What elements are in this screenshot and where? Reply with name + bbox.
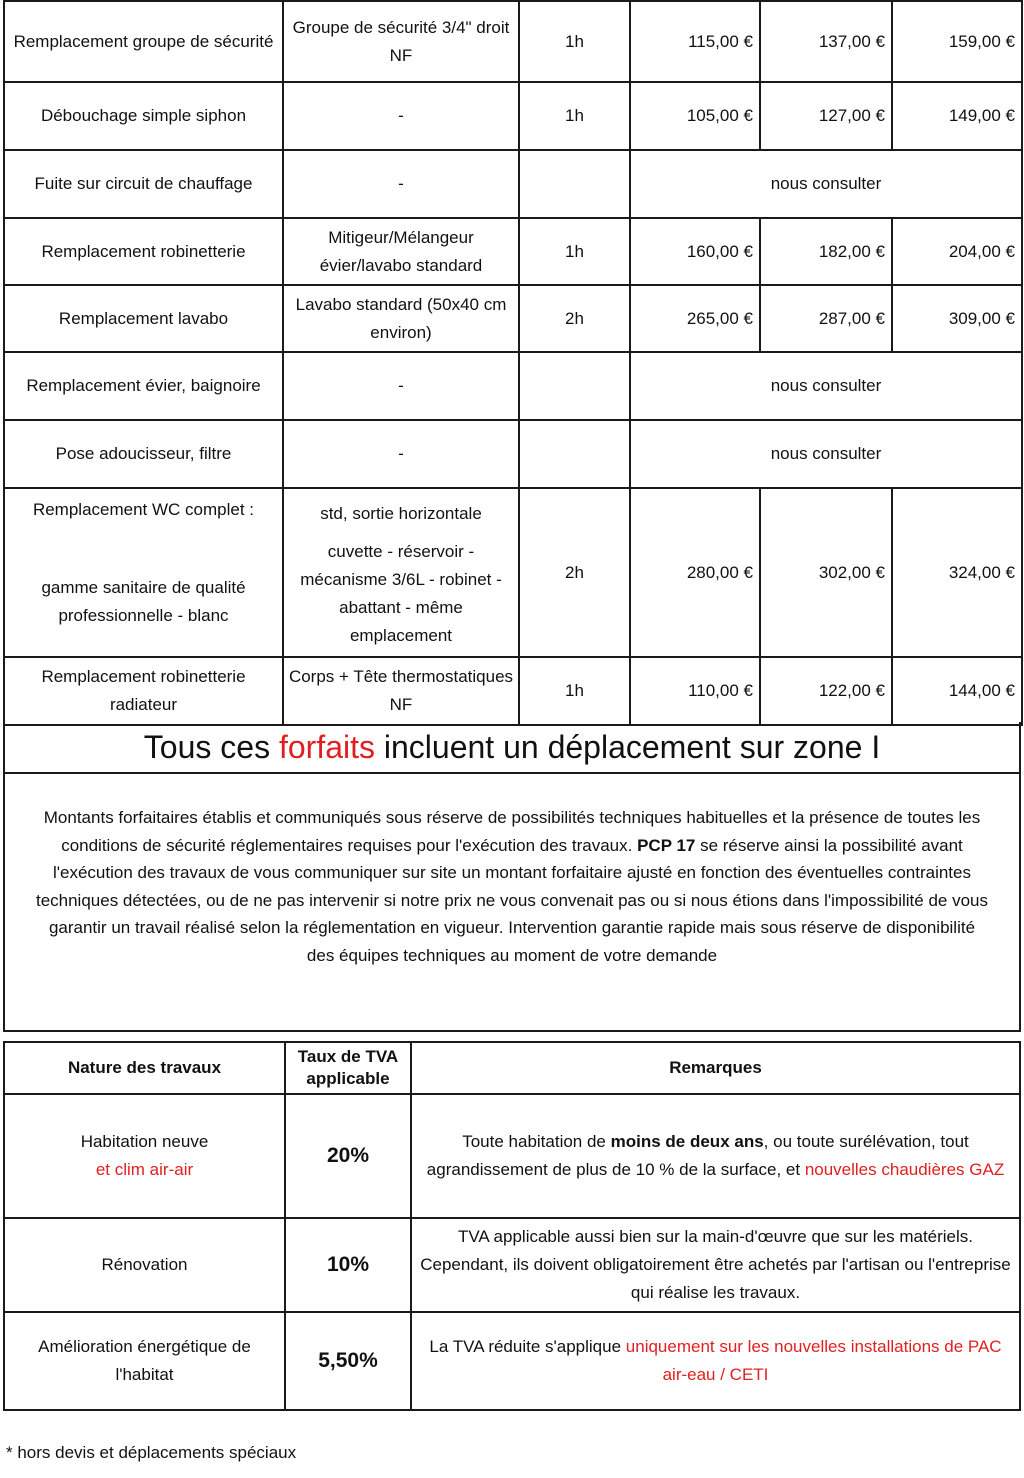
wc-spec: std, sortie horizontale xyxy=(320,503,482,523)
table-row xyxy=(4,1218,1020,1312)
price-3: 159,00 € xyxy=(892,1,1022,82)
material-desc: - xyxy=(283,150,519,218)
table-row xyxy=(4,218,1022,285)
wc-label: Remplacement WC complet : xyxy=(32,499,255,519)
price-1: 265,00 € xyxy=(630,285,760,352)
remark-text-b: , ou toute surélévation, tout agrandissement de plus de 10 % de la surface, et xyxy=(426,1132,969,1179)
consult-note: nous consulter xyxy=(630,420,1022,488)
header-remarks: Remarques xyxy=(411,1042,1020,1094)
zone-banner xyxy=(3,722,1021,774)
remark-highlight: nouvelles chaudières GAZ xyxy=(804,1160,1005,1179)
service-label: Fuite sur circuit de chauffage xyxy=(4,150,283,218)
price-2: 302,00 € xyxy=(760,488,892,657)
vat-remark xyxy=(411,1312,1020,1410)
consult-note: nous consulter xyxy=(630,352,1022,420)
vat-remark xyxy=(411,1094,1020,1218)
table-row xyxy=(4,657,1022,725)
header-nature: Nature des travaux xyxy=(4,1042,285,1094)
material-desc: Corps + Tête thermostatiques NF xyxy=(283,657,519,725)
service-label: Débouchage simple siphon xyxy=(4,82,283,150)
vat-nature: Rénovation xyxy=(4,1218,285,1312)
price-2: 137,00 € xyxy=(760,1,892,82)
service-label: Remplacement lavabo xyxy=(4,285,283,352)
duration xyxy=(519,352,630,420)
table-row xyxy=(4,1,1022,82)
vat-table xyxy=(3,1041,1021,1411)
table-row xyxy=(4,352,1022,420)
price-2: 182,00 € xyxy=(760,218,892,285)
duration: 1h xyxy=(519,82,630,150)
remark-text-a: La TVA réduite s'applique xyxy=(429,1337,626,1356)
price-1: 105,00 € xyxy=(630,82,760,150)
notice-part-2: se réserve ainsi la possibilité avant l'exécution des travaux de vous communiquer sur site un montant forfaitaire ajusté en fonction des éventuelles contraintes techniques détectées, ou de ne pas intervenir si notre prix ne vous convenait pas ou si nous étions dans l'impossibilité de vous garantir un travail réalisé selon la réglementation en vigueur. Intervention garantie rapide mais sous réserve de disponibilité des équipes techniques au moment de votre demande xyxy=(35,835,989,965)
duration xyxy=(519,420,630,488)
duration xyxy=(519,150,630,218)
price-3: 149,00 € xyxy=(892,82,1022,150)
company-name: PCP 17 xyxy=(637,835,696,855)
price-1: 115,00 € xyxy=(630,1,760,82)
table-row xyxy=(4,82,1022,150)
material-desc xyxy=(283,488,519,657)
wc-range: gamme sanitaire de qualité professionnelle - blanc xyxy=(41,577,246,625)
material-desc: - xyxy=(283,352,519,420)
remark-text-a: Toute habitation de xyxy=(462,1132,611,1151)
duration: 2h xyxy=(519,285,630,352)
remark-bold: moins de deux ans xyxy=(610,1132,764,1151)
banner-text-before: Tous ces xyxy=(143,729,279,765)
service-label: Remplacement évier, baignoire xyxy=(4,352,283,420)
price-1: 160,00 € xyxy=(630,218,760,285)
table-row xyxy=(4,1094,1020,1218)
service-label: Pose adoucisseur, filtre xyxy=(4,420,283,488)
duration: 2h xyxy=(519,488,630,657)
vat-nature: Amélioration énergétique de l'habitat xyxy=(4,1312,285,1410)
price-1: 110,00 € xyxy=(630,657,760,725)
table-row xyxy=(4,285,1022,352)
price-1: 280,00 € xyxy=(630,488,760,657)
material-desc: - xyxy=(283,420,519,488)
table-row xyxy=(4,488,1022,657)
terms-notice xyxy=(3,774,1021,1032)
service-label: Remplacement groupe de sécurité xyxy=(4,1,283,82)
vat-rate: 20% xyxy=(285,1094,411,1218)
price-3: 324,00 € xyxy=(892,488,1022,657)
price-2: 122,00 € xyxy=(760,657,892,725)
header-rate: Taux de TVA applicable xyxy=(285,1042,411,1094)
price-table xyxy=(3,0,1023,726)
price-3: 144,00 € xyxy=(892,657,1022,725)
price-2: 287,00 € xyxy=(760,285,892,352)
vat-nature xyxy=(4,1094,285,1218)
nature-extra: et clim air-air xyxy=(95,1160,194,1179)
wc-components: cuvette - réservoir - mécanisme 3/6L - robinet - abattant - même emplacement xyxy=(300,541,502,645)
remark-highlight: uniquement sur les nouvelles installations de PAC air-eau / CETI xyxy=(625,1337,1002,1384)
duration: 1h xyxy=(519,218,630,285)
price-3: 204,00 € xyxy=(892,218,1022,285)
table-row xyxy=(4,150,1022,218)
footnote: * hors devis et déplacements spéciaux xyxy=(6,1443,297,1462)
material-desc: - xyxy=(283,82,519,150)
consult-note: nous consulter xyxy=(630,150,1022,218)
table-row xyxy=(4,420,1022,488)
notice-part-1: Montants forfaitaires établis et communiqués sous réserve de possibilités techniques habituelles et la présence de toutes les conditions de sécurité réglementaires requises pour l'exécution des travaux. xyxy=(43,808,981,855)
service-label: Remplacement robinetterie radiateur xyxy=(4,657,283,725)
banner-highlight: forfaits xyxy=(278,729,375,765)
material-desc: Groupe de sécurité 3/4" droit NF xyxy=(283,1,519,82)
nature-text: Habitation neuve xyxy=(80,1132,209,1151)
vat-rate: 10% xyxy=(285,1218,411,1312)
banner-text-after: incluent un déplacement sur zone I xyxy=(375,729,881,765)
vat-remark: TVA applicable aussi bien sur la main-d'œuvre que sur les matériels. Cependant, ils doivent obligatoirement être achetés par l'artisan ou l'entreprise qui réalise les travaux. xyxy=(411,1218,1020,1312)
vat-rate: 5,50% xyxy=(285,1312,411,1410)
price-2: 127,00 € xyxy=(760,82,892,150)
duration: 1h xyxy=(519,1,630,82)
vat-header-row xyxy=(4,1042,1020,1094)
duration: 1h xyxy=(519,657,630,725)
table-row xyxy=(4,1312,1020,1410)
service-label: Remplacement robinetterie xyxy=(4,218,283,285)
material-desc: Lavabo standard (50x40 cm environ) xyxy=(283,285,519,352)
material-desc: Mitigeur/Mélangeur évier/lavabo standard xyxy=(283,218,519,285)
service-label xyxy=(4,488,283,657)
price-3: 309,00 € xyxy=(892,285,1022,352)
